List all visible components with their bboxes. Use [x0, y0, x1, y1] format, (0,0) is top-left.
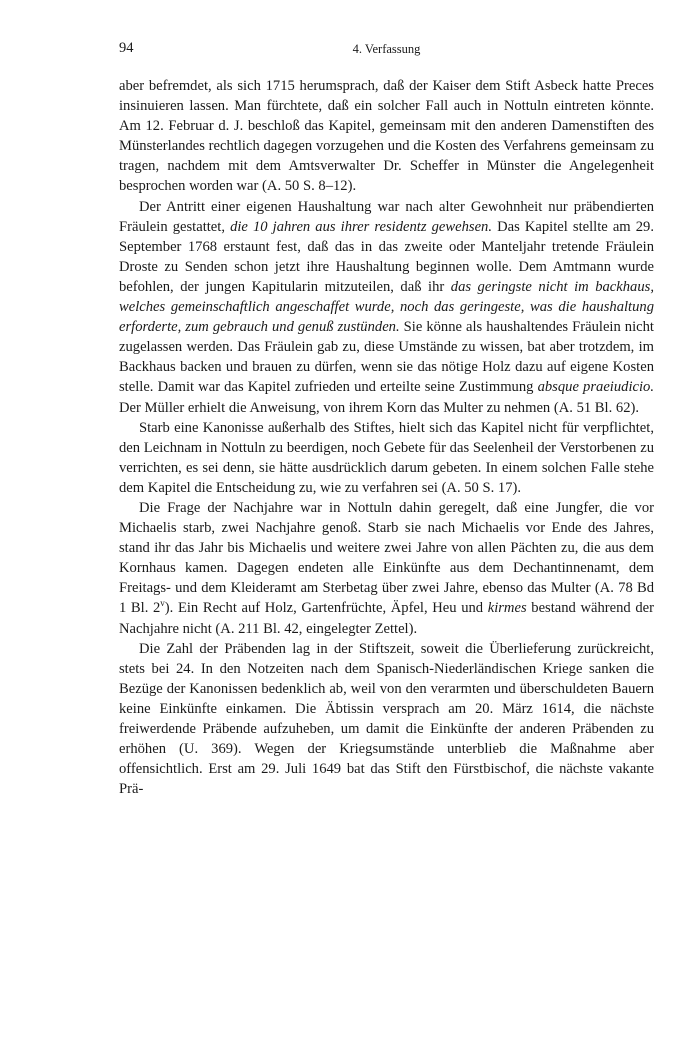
text-run: Der Antritt einer eigenen Haushaltung war nach alter Gewohnheit nur präbendierten Fräulein gestattet, — [119, 198, 654, 235]
running-header — [119, 40, 654, 62]
italic-quote: kirmes — [487, 600, 527, 617]
text-run: bestand während der Nachjahre nicht (A. 211 Bl. 42, eingelegter Zettel). — [119, 600, 654, 637]
paragraph — [119, 197, 654, 418]
italic-quote: die 10 jahren aus ihrer residentz gewehsen. — [230, 218, 492, 235]
text-run: ). Ein Recht auf Holz, Gartenfrüchte, Äpfel, Heu und — [164, 600, 488, 617]
text-run: Die Zahl der Präbenden lag in der Stiftszeit, soweit die Überlieferung zurückreicht, stets bei 24. In den Notzeiten nach dem Spanisch-Niederländischen Kriege sanken die Bezüge der Kanonissen bedenklich ab, weil von den verarmten und überschuldeten Bauern keine Einkünfte einkamen. Die Äbtissin versprach am 20. März 1614, die nächste freiwerdende Präbende aufzuheben, um damit die Einkünfte der anderen Präbenden zu erhöhen (U. 369). Wegen der Kriegsumstände unterblieb die Maßnahme aber offensichtlich. Erst am 29. Juli 1649 bat das Stift den Fürstbischof, die nächste vakante Prä- — [119, 640, 654, 798]
paragraph — [119, 418, 654, 498]
page-number: 94 — [119, 40, 134, 56]
italic-quote: absque praeiudicio. — [537, 379, 654, 396]
body-text — [119, 76, 654, 799]
text-run: Starb eine Kanonisse außerhalb des Stiftes, hielt sich das Kapitel nicht für verpflichtet, den Leichnam in Nottuln zu beerdigen, noch Gebete für das Seelenheil der Verstorbenen zu verrichten, es sei denn, sie hätte ausdrücklich darum gebeten. In einem solchen Falle stehe dem Kapitel die Entscheidung zu, wie zu verfahren sei (A. 50 S. 17). — [119, 419, 654, 496]
paragraph — [119, 639, 654, 800]
book-page — [119, 40, 654, 799]
text-run: Die Frage der Nachjahre war in Nottuln dahin geregelt, daß eine Jungfer, die vor Michaelis starb, zwei Nachjahre genoß. Starb sie nach Michaelis vor Ende des Jahres, stand ihr das Jahr bis Michaelis und weitere zwei Jahre von allen Pächten zu, die aus dem Kornhaus kamen. Dagegen endeten alle Einkünfte aus dem Dechantinnenamt, dem Freitags- und dem Kleideramt am Sterbetag über zwei Jahre, ebenso das Multer (A. 78 Bd 1 Bl. 2 — [119, 499, 654, 617]
text-run: Das Kapitel stellte am 29. September 1768 erstaunt fest, daß das in das zweite oder Manteljahr tretende Fräulein Droste zu Senden schon jetzt ihre Haushaltung beginnen wolle. Dem Amtmann wurde befohlen, der jungen Kapitularin mitzuteilen, daß ihr — [119, 218, 654, 295]
italic-quote: das geringste nicht im backhaus, welches gemeinschaftlich angeschaffet wurde, noch das geringeste, was die haushaltung erforderte, zum gebrauch und genuß zustünden. — [119, 278, 654, 336]
text-run: Der Müller erhielt die Anweisung, von ihrem Korn das Multer zu nehmen (A. 51 Bl. 62). — [119, 399, 639, 416]
text-run: aber befremdet, als sich 1715 herumsprach, daß der Kaiser dem Stift Asbeck hatte Preces insinuieren lassen. Man fürchtete, daß ein solcher Fall auch in Nottuln eintreten könnte. Am 12. Februar d. J. beschloß das Kapitel, gemeinsam mit den anderen Damenstiften des Münsterlandes rechtlich dagegen vorzugehen und die Kosten des Verfahrens gemeinsam zu tragen, nachdem mit dem Amtsverwalter Dr. Scheffer in Münster die Angelegenheit besprochen worden war (A. 50 S. 8–12). — [119, 78, 654, 195]
chapter-title: 4. Verfassung — [352, 42, 421, 56]
text-run: Sie könne als haushaltendes Fräulein nicht zugelassen werden. Das Fräulein gab zu, diese Umstände zu wissen, bat aber trotzdem, im Backhaus backen und brauen zu dürfen, wenn sie das nötige Holz dazu auf eigene Kosten stelle. Damit war das Kapitel zufrieden und erteilte seine Zustimmung — [119, 319, 654, 396]
paragraph — [119, 76, 654, 197]
superscript: v — [160, 598, 165, 609]
paragraph — [119, 498, 654, 639]
